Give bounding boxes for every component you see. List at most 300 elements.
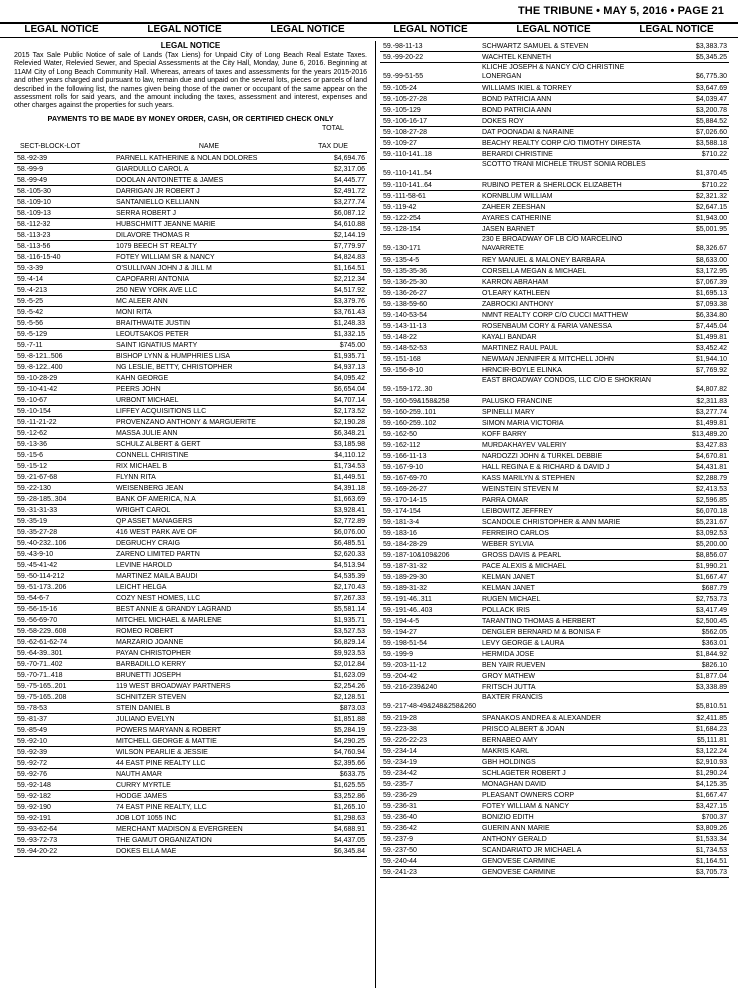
tax-due: $2,500.45	[695, 618, 727, 625]
owner-name: ROMEO ROBERT	[116, 627, 174, 635]
tax-due: $5,810.51	[695, 703, 727, 710]
table-row	[14, 714, 367, 725]
tax-due: $1,623.09	[333, 671, 365, 679]
owner-name: KASS MARILYN & STEPHEN	[482, 475, 575, 482]
tax-due: $1,164.51	[695, 858, 727, 865]
table-row	[380, 561, 729, 572]
table-row	[14, 692, 367, 703]
table-row	[14, 494, 367, 505]
parcel-id: 59.-8-121..506	[17, 352, 63, 360]
tax-due: $4,437.05	[333, 836, 365, 844]
owner-name: SERRA ROBERT J	[116, 209, 177, 217]
table-row	[380, 746, 729, 757]
owner-name: COZY NEST HOMES, LLC	[116, 594, 201, 602]
table-row	[380, 116, 729, 127]
owner-name: BAXTER FRANCIS	[482, 694, 543, 701]
parcel-id: 59.-236-40	[383, 814, 417, 821]
tax-due: $745.00	[339, 341, 365, 349]
parcel-id: 59.-50-114-212	[17, 572, 65, 580]
tax-due: $2,411.85	[696, 715, 727, 722]
owner-name: LIFFEY ACQUISITIONS LLC	[116, 407, 207, 415]
table-row	[14, 472, 367, 483]
owner-name: KAYALI BANDAR	[482, 334, 537, 341]
parcel-id: 58.-109-13	[17, 209, 51, 217]
owner-name: ZABROCKI ANTHONY	[482, 301, 554, 308]
parcel-id: 59.-181-3-4	[383, 519, 420, 526]
table-row	[14, 703, 367, 714]
tax-due: $1,844.92	[695, 651, 727, 658]
parcel-id: 59.-240-44	[383, 858, 417, 865]
header-tax-due: TAX DUE	[318, 142, 348, 150]
table-row	[380, 638, 729, 649]
parcel-id: 58.-99-49	[17, 176, 47, 184]
tax-due: $7,779.97	[333, 242, 365, 250]
tax-due: $3,809.26	[695, 825, 727, 832]
tax-due: $6,076.00	[333, 528, 365, 536]
parcel-id: 59.-54-6-7	[17, 594, 50, 602]
tax-due: $8,856.07	[695, 552, 727, 559]
owner-name: 44 EAST PINE REALTY LLC	[116, 759, 206, 767]
table-row	[380, 594, 729, 605]
table-row	[14, 604, 367, 615]
owner-name: PALUSKO FRANCINE	[482, 398, 553, 405]
tax-due: $7,093.38	[695, 301, 727, 308]
parcel-id: 59.-5-42	[17, 308, 44, 316]
table-row	[380, 138, 729, 149]
parcel-id: 59.-35-27-28	[17, 528, 58, 536]
tax-due: $8,633.00	[695, 257, 727, 264]
parcel-id: 59.-236-29	[383, 792, 417, 799]
owner-name: BERARDI CHRISTINE	[482, 151, 553, 158]
parcel-id: 59.-105-24	[383, 85, 417, 92]
owner-name: CURRY MYRTLE	[116, 781, 171, 789]
table-row	[14, 813, 367, 824]
tax-due: $5,884.52	[695, 118, 727, 125]
owner-name: RUGEN MICHAEL	[482, 596, 541, 603]
parcel-id: 59.-235-7	[383, 781, 413, 788]
owner-name: 119 WEST BROADWAY PARTNERS	[116, 682, 231, 690]
table-row	[380, 660, 729, 671]
table-header	[14, 123, 367, 153]
table-row	[380, 823, 729, 834]
tax-due: $4,517.92	[333, 286, 365, 294]
parcel-id: 59.-203-11-12	[383, 662, 427, 669]
parcel-id: 59.-156-8-10	[383, 367, 424, 374]
tax-due: $2,311.83	[696, 398, 727, 405]
tax-due: $3,588.18	[695, 140, 727, 147]
tax-due: $1,734.53	[695, 847, 727, 854]
table-row	[380, 105, 729, 116]
table-row	[14, 571, 367, 582]
parcel-id: 59.-130-171	[383, 245, 421, 252]
table-row	[380, 856, 729, 867]
tax-due: $3,427.83	[695, 442, 727, 449]
table-row	[380, 224, 729, 235]
owner-name: PRISCO ALBERT & JOAN	[482, 726, 565, 733]
owner-name: GENOVESE CARMINE	[482, 869, 556, 876]
owner-name: PACE ALEXIS & MICHAEL	[482, 563, 567, 570]
parcel-id: 58.-105-30	[17, 187, 51, 195]
tax-due: $4,694.76	[333, 154, 365, 162]
table-row	[380, 671, 729, 682]
table-row	[14, 439, 367, 450]
table-row	[14, 406, 367, 417]
parcel-id: 59.-10-41-42	[17, 385, 58, 393]
parcel-id: 59.-92-182	[17, 792, 51, 800]
tax-due: $7,026.60	[695, 129, 727, 136]
tax-due: $3,928.41	[333, 506, 365, 514]
parcel-id: 59.-10-28-29	[17, 374, 58, 382]
tax-due: $3,761.43	[333, 308, 365, 316]
owner-name: PROVENZANO ANTHONY & MARGUERITE	[116, 418, 256, 426]
parcel-id: 59.-167-9-10	[383, 464, 424, 471]
table-row	[14, 186, 367, 197]
table-row	[380, 845, 729, 856]
table-row	[14, 582, 367, 593]
table-row	[14, 340, 367, 351]
tax-due: $700.37	[701, 814, 727, 821]
parcel-id: 59.-204-42	[383, 673, 417, 680]
table-row	[380, 867, 729, 878]
owner-name: SCHWARTZ SAMUEL & STEVEN	[482, 43, 589, 50]
tax-due: $4,670.81	[695, 453, 727, 460]
parcel-id: 59.-93-72-73	[17, 836, 58, 844]
table-row	[14, 549, 367, 560]
tax-due: $2,596.85	[695, 497, 727, 504]
parcel-id: 59.-5-129	[17, 330, 47, 338]
parcel-id: 59.-43-9-10	[17, 550, 54, 558]
owner-name: MERCHANT MADISON & EVERGREEN	[116, 825, 243, 833]
table-row	[14, 351, 367, 362]
tax-due: $710.22	[701, 182, 727, 189]
tax-due: $6,334.80	[695, 312, 727, 319]
parcel-id: 59.-10-67	[17, 396, 47, 404]
parcel-id: 59.-92-76	[17, 770, 47, 778]
owner-name: LEVINE HAROLD	[116, 561, 173, 569]
owner-name: BANK OF AMERICA, N.A	[116, 495, 196, 503]
owner-name: DOKES ROY	[482, 118, 524, 125]
table-row	[380, 396, 729, 407]
tax-due: $2,288.79	[695, 475, 727, 482]
parcel-id: 59.-226-22-23	[383, 737, 427, 744]
table-row	[14, 824, 367, 835]
parcel-id: 59.-189-31-32	[383, 585, 427, 592]
owner-name: NARDOZZI JOHN & TURKEL DEBBIE	[482, 453, 603, 460]
parcel-id: 59.-15-12	[17, 462, 47, 470]
table-row	[380, 191, 729, 202]
parcel-id: 59.-31-31-33	[17, 506, 58, 514]
owner-name: EAST BROADWAY CONDOS, LLC C/O E SHOKRIAN	[482, 377, 651, 384]
parcel-id: 59.-45-41-42	[17, 561, 58, 569]
parcel-id: 59.-4-213	[17, 286, 47, 294]
parcel-id: 59.-21-67-68	[17, 473, 58, 481]
tax-due: $1,663.69	[333, 495, 365, 503]
table-row	[380, 473, 729, 484]
parcel-id: 59.-108-27-28	[383, 129, 427, 136]
tax-due: $3,277.74	[695, 409, 727, 416]
table-row	[14, 780, 367, 791]
parcel-id: 58.-109-10	[17, 198, 51, 206]
tax-due: $4,125.35	[695, 781, 727, 788]
tax-due: $7,769.92	[695, 367, 727, 374]
table-row	[380, 418, 729, 429]
table-row	[380, 255, 729, 266]
parcel-id: 59.-62-61-62-74	[17, 638, 68, 646]
table-row	[380, 429, 729, 440]
tax-due: $2,910.93	[695, 759, 727, 766]
table-row	[380, 757, 729, 768]
parcel-id: 59.-7-11	[17, 341, 43, 349]
tax-due: $2,395.66	[333, 759, 365, 767]
parcel-id: 59.-56-69-70	[17, 616, 58, 624]
parcel-id: 59.-184-28-29	[383, 541, 427, 548]
parcel-id: 58.-113-56	[17, 242, 51, 250]
owner-name: CONNELL CHRISTINE	[116, 451, 189, 459]
parcel-id: 59.-183-16	[383, 530, 417, 537]
parcel-id: 59.-237-9	[383, 836, 413, 843]
parcel-id: 58.-113-23	[17, 231, 51, 239]
table-row	[380, 63, 729, 83]
table-row	[14, 648, 367, 659]
owner-name: POLLACK IRIS	[482, 607, 530, 614]
table-row	[14, 241, 367, 252]
parcel-id: 59.-51-173..206	[17, 583, 67, 591]
tax-due: $3,379.76	[333, 297, 365, 305]
owner-name: ZARENO LIMITED PARTN	[116, 550, 200, 558]
table-row	[14, 615, 367, 626]
parcel-id: 59.-148-52-53	[383, 345, 427, 352]
table-row	[380, 288, 729, 299]
parcel-id: 59.-70-71..418	[17, 671, 63, 679]
table-row	[14, 626, 367, 637]
parcel-id: 59.-170-14-15	[383, 497, 427, 504]
tax-due: $3,383.73	[695, 43, 727, 50]
owner-name: SPANAKOS ANDREA & ALEXANDER	[482, 715, 601, 722]
owner-name: RIX MICHAEL B	[116, 462, 168, 470]
table-row	[380, 572, 729, 583]
owner-name: GBH HOLDINGS	[482, 759, 536, 766]
tax-due: $5,001.95	[695, 226, 727, 233]
parcel-id: 59.-92-191	[17, 814, 51, 822]
tax-due: $3,122.24	[695, 748, 727, 755]
owner-name: 250 NEW YORK AVE LLC	[116, 286, 198, 294]
parcel-id: 59.-35-19	[17, 517, 47, 525]
table-row	[14, 318, 367, 329]
parcel-id: 59.-85-49	[17, 726, 47, 734]
tax-due: $5,200.00	[695, 541, 727, 548]
tax-due: $5,111.81	[696, 737, 727, 744]
parcel-id: 59.-81-37	[17, 715, 47, 723]
header-name: NAME	[198, 142, 220, 150]
owner-name: HODGE JAMES	[116, 792, 167, 800]
owner-name: DOKES ELLA MAE	[116, 847, 177, 855]
parcel-id: 59.-64-39..301	[17, 649, 63, 657]
table-row	[14, 362, 367, 373]
owner-name: O'SULLIVAN JOHN J & JILL M	[116, 264, 212, 272]
parcel-id: 59.-5-25	[17, 297, 44, 305]
parcel-id: 59.-92-72	[17, 759, 47, 767]
tax-due: $2,190.28	[333, 418, 365, 426]
tax-due: $1,877.04	[695, 673, 727, 680]
owner-name: SPINELLI MARY	[482, 409, 535, 416]
table-row	[14, 197, 367, 208]
tax-due: $3,452.42	[695, 345, 727, 352]
parcel-id: 59.-15-6	[17, 451, 44, 459]
tax-due: $4,039.47	[695, 96, 727, 103]
tax-due: $873.03	[339, 704, 365, 712]
table-row	[14, 670, 367, 681]
owner-name: LEIBOWITZ JEFFREY	[482, 508, 553, 515]
table-row	[14, 219, 367, 230]
owner-name: 74 EAST PINE REALTY, LLC	[116, 803, 207, 811]
owner-name: DILAVORE THOMAS R	[116, 231, 190, 239]
parcel-id: 59.-99-51-55	[383, 73, 424, 80]
tax-due: $1,684.23	[695, 726, 727, 733]
tax-due: $2,620.33	[333, 550, 365, 558]
parcel-id: 59.-135-35-36	[383, 268, 427, 275]
table-row	[380, 376, 729, 396]
tax-due: $2,128.51	[333, 693, 365, 701]
parcel-id: 59.-12-62	[17, 429, 47, 437]
owner-name: MURDAKHAYEV VALERIY	[482, 442, 567, 449]
tax-due: $3,338.89	[695, 684, 727, 691]
tax-due: $5,231.67	[695, 519, 727, 526]
tax-due: $4,431.81	[695, 464, 727, 471]
table-row	[380, 528, 729, 539]
tax-due: $1,370.45	[695, 170, 727, 177]
owner-name: SANTANIELLO KELLIANN	[116, 198, 200, 206]
tax-due: $8,326.67	[695, 245, 727, 252]
owner-name: PARRA OMAR	[482, 497, 529, 504]
parcel-id: 59.-241-23	[383, 869, 417, 876]
tax-due: $710.22	[701, 151, 727, 158]
tax-due: $363.01	[701, 640, 727, 647]
tax-due: $6,829.14	[333, 638, 365, 646]
table-row	[14, 373, 367, 384]
owner-name: 416 WEST PARK AVE OF	[116, 528, 197, 536]
parcel-id: 59.-174-154	[383, 508, 421, 515]
parcel-id: 59.-217-48-49&248&258&260	[383, 703, 477, 710]
tax-due: $1,944.10	[695, 356, 727, 363]
owner-name: GENOVESE CARMINE	[482, 858, 556, 865]
legal-bar-label: LEGAL NOTICE	[270, 24, 345, 35]
owner-name: LEOUTSAKOS PETER	[116, 330, 189, 338]
parcel-id: 59.-40-232..106	[17, 539, 67, 547]
parcel-id: 59.-236-42	[383, 825, 417, 832]
owner-name: HUBSCHMITT JEANNE MARIE	[116, 220, 216, 228]
tax-due: $6,775.30	[695, 73, 727, 80]
tax-due: $13,489.20	[691, 431, 727, 438]
owner-name: SCHULZ ALBERT & GERT	[116, 440, 201, 448]
owner-name: MONAGHAN DAVID	[482, 781, 547, 788]
parcel-id: 59.-92-148	[17, 781, 51, 789]
tax-due: $4,445.77	[333, 176, 365, 184]
owner-name: KELMAN JANET	[482, 574, 535, 581]
table-row	[380, 779, 729, 790]
tax-due: $1,332.15	[333, 330, 365, 338]
tax-due: $3,417.49	[695, 607, 727, 614]
tax-due: $3,092.53	[695, 530, 727, 537]
parcel-id: 59.-223-38	[383, 726, 417, 733]
tax-due: $3,200.78	[695, 107, 727, 114]
table-row	[380, 299, 729, 310]
parcel-id: 59.-78-53	[17, 704, 47, 712]
parcel-id: 59.-10-154	[17, 407, 51, 415]
parcel-id: 58.-116-15-40	[17, 253, 61, 261]
tax-due: $633.75	[339, 770, 365, 778]
table-row	[14, 769, 367, 780]
parcel-id: 59.-136-25-30	[383, 279, 427, 286]
parcel-id: 59.-169-26-27	[383, 486, 427, 493]
tax-due: $2,173.52	[333, 407, 365, 415]
owner-name: O'LEARY KATHLEEN	[482, 290, 550, 297]
owner-name: KELMAN JANET	[482, 585, 535, 592]
owner-name: POWERS MARYANN & ROBERT	[116, 726, 222, 734]
table-row	[14, 164, 367, 175]
owner-name: PEERS JOHN	[116, 385, 161, 393]
left-column	[14, 41, 367, 988]
tax-due: $1,265.10	[333, 803, 365, 811]
owner-name: WRIGHT CAROL	[116, 506, 171, 514]
owner-name: FLYNN RITA	[116, 473, 156, 481]
owner-name: BOND PATRICIA ANN	[482, 107, 552, 114]
table-row	[380, 550, 729, 561]
owner-name: DOOLAN ANTOINETTE & JAMES	[116, 176, 224, 184]
parcel-id: 59.-75-165..201	[17, 682, 67, 690]
parcel-id: 59.-4-14	[17, 275, 44, 283]
table-row	[380, 321, 729, 332]
owner-name: REY MANUEL & MALONEY BARBARA	[482, 257, 606, 264]
parcel-id: 58.-112-32	[17, 220, 51, 228]
parcel-id: 59.-237-50	[383, 847, 417, 854]
table-row	[380, 583, 729, 594]
parcel-id: 59.-140-53-54	[383, 312, 427, 319]
owner-name: HERMIDA JOSE	[482, 651, 535, 658]
table-row	[14, 307, 367, 318]
tax-due: $1,667.47	[695, 792, 727, 799]
table-row	[14, 329, 367, 340]
table-row	[380, 713, 729, 724]
table-row	[380, 605, 729, 616]
owner-name: TARANTINO THOMAS & HERBERT	[482, 618, 596, 625]
tax-due: $2,491.72	[333, 187, 365, 195]
parcel-id: 59.-92-39	[17, 748, 47, 756]
tax-due: $4,391.18	[333, 484, 365, 492]
owner-name: FOTEY WILLIAM & NANCY	[482, 803, 569, 810]
tax-due: $7,445.04	[695, 323, 727, 330]
tax-due: $1,298.63	[333, 814, 365, 822]
tax-due: $1,499.81	[695, 334, 727, 341]
tax-due: $6,070.18	[695, 508, 727, 515]
parcel-id: 59.-138-59-60	[383, 301, 427, 308]
tax-due: $2,254.26	[333, 682, 365, 690]
tax-due: $4,688.91	[333, 825, 365, 833]
tax-due: $3,172.95	[695, 268, 727, 275]
parcel-id: 59.-128-154	[383, 226, 421, 233]
parcel-id: 59.-143-11-13	[383, 323, 427, 330]
tax-due: $2,772.89	[333, 517, 365, 525]
tax-due: $1,935.71	[333, 616, 365, 624]
tax-due: $687.79	[701, 585, 727, 592]
table-row	[380, 160, 729, 180]
tax-due: $1,990.21	[695, 563, 727, 570]
tax-due: $6,654.04	[333, 385, 365, 393]
tax-due: $6,087.12	[333, 209, 365, 217]
table-row	[14, 736, 367, 747]
tax-due: $3,277.74	[333, 198, 365, 206]
tax-due: $2,170.43	[333, 583, 365, 591]
owner-name: MITCHEL MICHAEL & MARLENE	[116, 616, 222, 624]
